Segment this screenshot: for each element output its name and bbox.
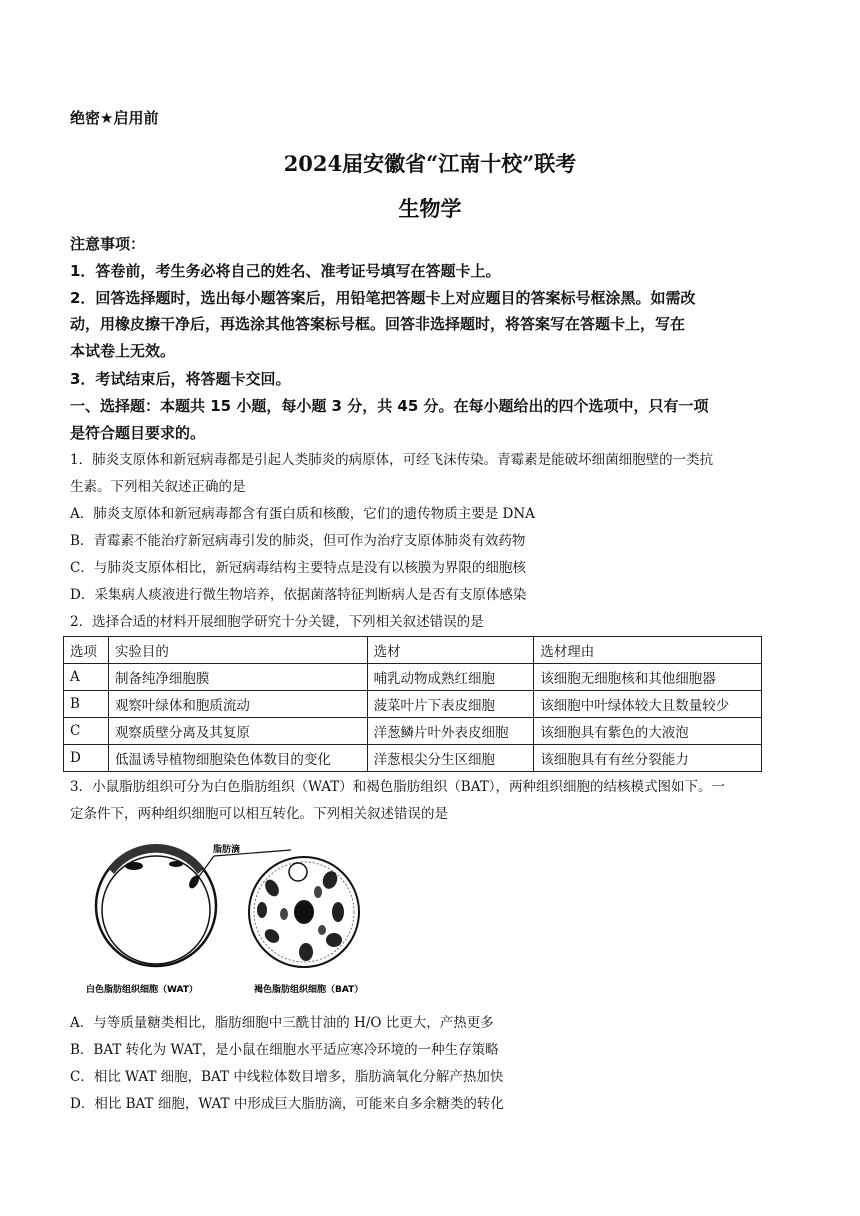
table-cell: A xyxy=(64,664,109,691)
bat-caption: 褐色脂肪组织细胞（BAT） xyxy=(254,985,364,995)
table-cell: 该细胞具有紫色的大液泡 xyxy=(534,718,762,745)
q1-option-b: B．青霉素不能治疗新冠病毒引发的肺炎，但可作为治疗支原体肺炎有效药物 xyxy=(70,533,526,549)
table-row xyxy=(64,691,762,718)
adipocyte-diagram xyxy=(86,836,376,1000)
q1-option-c: C．与肺炎支原体相比，新冠病毒结构主要特点是没有以核膜为界限的细胞核 xyxy=(70,560,526,576)
table-cell: C xyxy=(64,718,109,745)
q1-option-d: D．采集病人痰液进行微生物培养，依据菌落特征判断病人是否有支原体感染 xyxy=(70,587,527,603)
note-3: 3．考试结束后，将答题卡交回。 xyxy=(70,370,291,388)
table-cell: 哺乳动物成熟红细胞 xyxy=(367,664,534,691)
table-header-row xyxy=(64,637,762,664)
q3-stem-line-1: 3．小鼠脂肪组织可分为白色脂肪组织（WAT）和褐色脂肪组织（BAT），两种组织细胞的结核模式图如下。一 xyxy=(70,779,725,795)
note-1: 1．答卷前，考生务必将自己的姓名、准考证号填写在答题卡上。 xyxy=(70,262,501,280)
table-row xyxy=(64,745,762,772)
table-header-cell: 选材理由 xyxy=(534,637,762,664)
table-header-cell: 选项 xyxy=(64,637,109,664)
table-row xyxy=(64,718,762,745)
table-cell: 洋葱根尖分生区细胞 xyxy=(367,745,534,772)
droplet-label: 脂肪滴 xyxy=(213,845,241,855)
table-cell: 观察叶绿体和胞质流动 xyxy=(108,691,367,718)
table-row xyxy=(64,664,762,691)
table-cell: 该细胞中叶绿体较大且数量较少 xyxy=(534,691,762,718)
section-1-heading-line-2: 是符合题目要求的。 xyxy=(70,424,206,442)
subject-title: 生物学 xyxy=(398,196,462,221)
note-2-line-1: 2．回答选择题时，选出每小题答案后，用铅笔把答题卡上对应题目的答案标号框涂黑。如需改 xyxy=(70,289,696,307)
table-cell: 该细胞具有有丝分裂能力 xyxy=(534,745,762,772)
q3-option-c: C．相比 WAT 细胞，BAT 中线粒体数目增多，脂肪滴氧化分解产热加快 xyxy=(70,1069,504,1085)
table-cell: 观察质壁分离及其复原 xyxy=(108,718,367,745)
table-header-cell: 选材 xyxy=(367,637,534,664)
exam-title: 2024届安徽省“江南十校”联考 xyxy=(283,151,577,176)
table-header-cell: 实验目的 xyxy=(108,637,367,664)
wat-caption: 白色脂肪组织细胞（WAT） xyxy=(86,985,198,995)
confidential-mark: 绝密★启用前 xyxy=(70,109,159,127)
q2-stem: 2．选择合适的材料开展细胞学研究十分关键，下列相关叙述错误的是 xyxy=(70,614,484,630)
table-cell: 该细胞无细胞核和其他细胞器 xyxy=(534,664,762,691)
note-2-line-2: 动，用橡皮擦干净后，再选涂其他答案标号框。回答非选择题时，将答案写在答题卡上，写在 xyxy=(70,315,686,333)
section-1-heading-line-1: 一、选择题：本题共 15 小题，每小题 3 分，共 45 分。在每小题给出的四个选项中，只有一项 xyxy=(70,397,709,415)
q1-stem-line-1: 1．肺炎支原体和新冠病毒都是引起人类肺炎的病原体，可经飞沫传染。青霉素是能破坏细菌细胞壁的一类抗 xyxy=(70,452,714,468)
q1-option-a: A．肺炎支原体和新冠病毒都含有蛋白质和核酸，它们的遗传物质主要是 DNA xyxy=(70,506,535,522)
table-cell: D xyxy=(64,745,109,772)
table-cell: 菠菜叶片下表皮细胞 xyxy=(367,691,534,718)
table-cell: 制备纯净细胞膜 xyxy=(108,664,367,691)
note-2-line-3: 本试卷上无效。 xyxy=(70,342,176,360)
table-cell: B xyxy=(64,691,109,718)
notes-heading: 注意事项： xyxy=(70,235,146,253)
q1-stem-line-2: 生素。下列相关叙述正确的是 xyxy=(70,479,246,495)
bat-cell xyxy=(249,857,359,967)
q3-option-a: A．与等质量糖类相比，脂肪细胞中三酰甘油的 H/O 比更大，产热更多 xyxy=(70,1015,494,1031)
q3-stem-line-2: 定条件下，两种组织细胞可以相互转化。下列相关叙述错误的是 xyxy=(70,806,448,822)
table-cell: 低温诱导植物细胞染色体数目的变化 xyxy=(108,745,367,772)
q3-option-b: B．BAT 转化为 WAT，是小鼠在细胞水平适应寒冷环境的一种生存策略 xyxy=(70,1042,499,1058)
q2-table xyxy=(63,636,762,772)
table-cell: 洋葱鳞片叶外表皮细胞 xyxy=(367,718,534,745)
q3-option-d: D．相比 BAT 细胞，WAT 中形成巨大脂肪滴，可能来自多余糖类的转化 xyxy=(70,1096,504,1112)
